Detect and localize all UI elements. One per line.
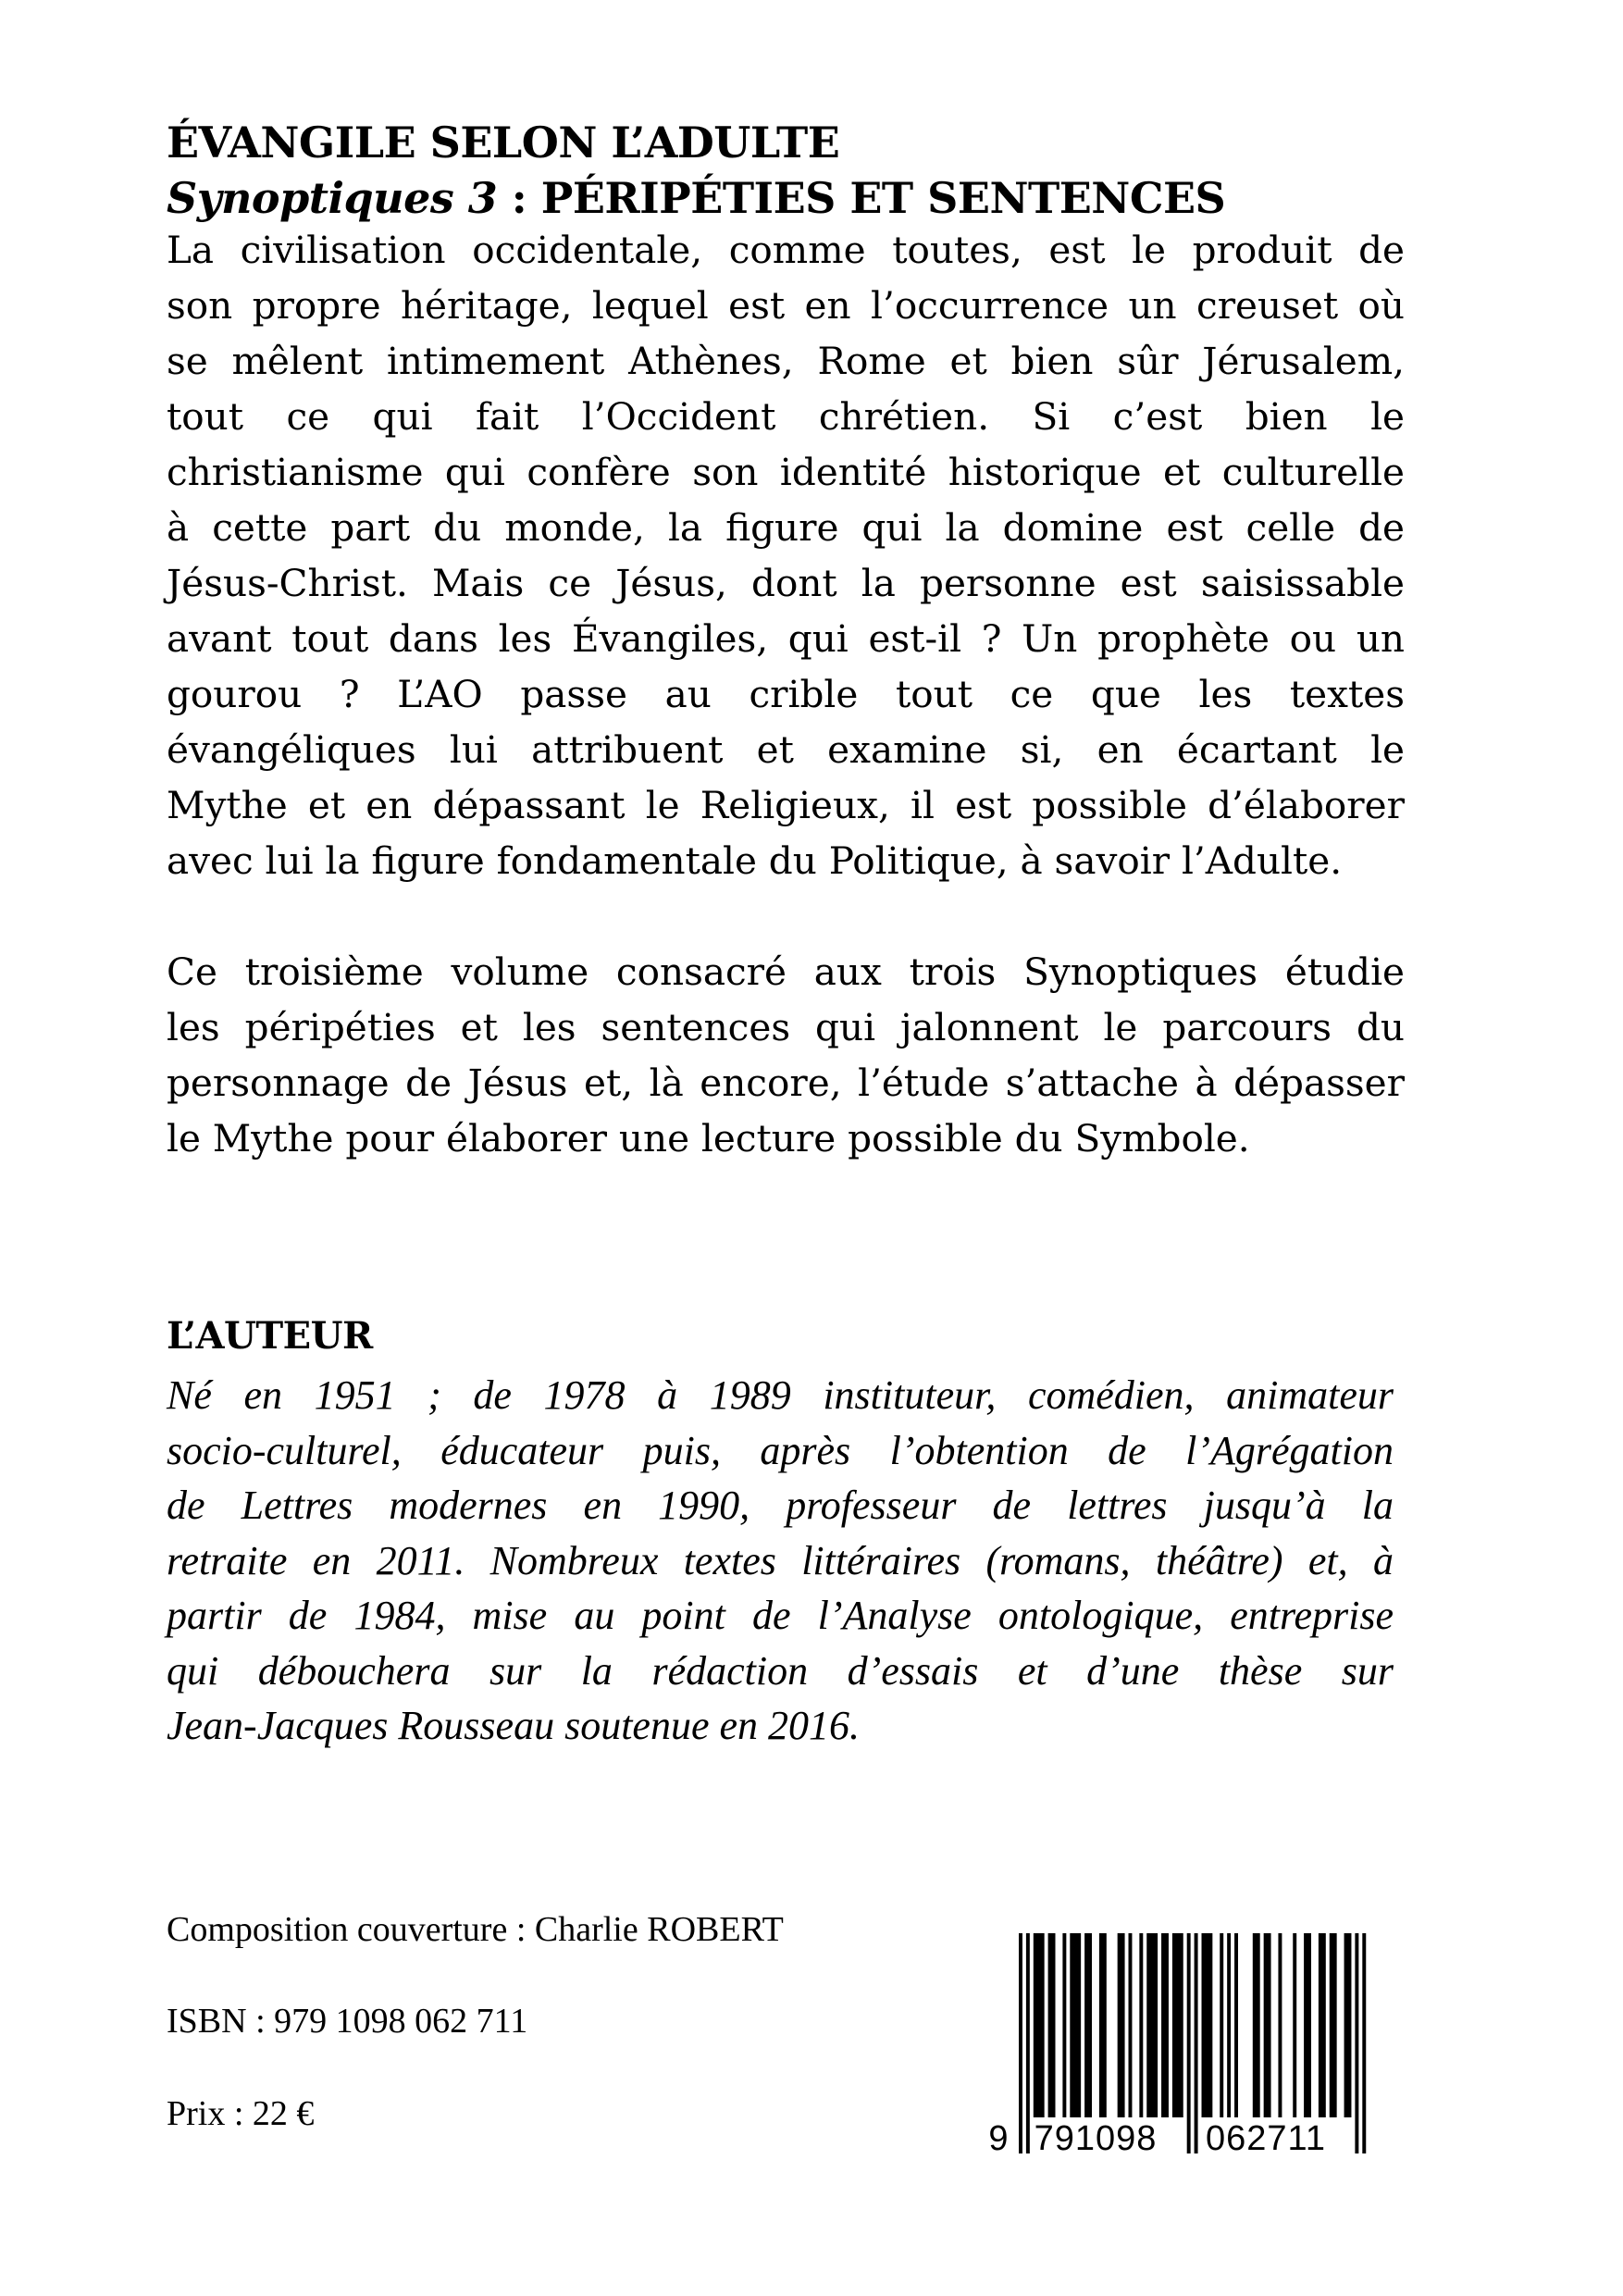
barcode-bar [1146, 1933, 1158, 2117]
text-line: retraite en 2011. Nombreux textes littéraires (romans, théâtre) et, à [167, 1537, 1394, 1583]
barcode-bar [1099, 1933, 1107, 2117]
isbn-text: ISBN : 979 1098 062 711 [167, 2002, 528, 2041]
text-line: avec lui la figure fondamentale du Politique, à savoir l’Adulte. [167, 838, 1343, 883]
barcode-bar [1344, 1933, 1352, 2117]
text-line: tout ce qui fait l’Occident chrétien. Si c’est bien le [167, 394, 1405, 439]
barcode-guard-bar [1019, 1933, 1022, 2153]
text-line: le Mythe pour élaborer une lecture possible du Symbole. [167, 1116, 1250, 1160]
barcode-guard-bar [1362, 1933, 1366, 2153]
text-line: christianisme qui confère son identité historique et culturelle [167, 450, 1405, 494]
barcode-bar [1253, 1933, 1260, 2117]
barcode-first-digit: 9 [988, 2119, 1009, 2158]
barcode-bar [1118, 1933, 1125, 2117]
barcode-bar [1293, 1933, 1296, 2117]
barcode-bar [1129, 1933, 1133, 2117]
barcode-bar [1084, 1933, 1092, 2117]
text-line: à cette part du monde, la figure qui la domine est celle de [167, 505, 1405, 550]
book-subtitle [167, 174, 1462, 222]
text-line: qui débouchera sur la rédaction d’essais et d’une thèse sur [167, 1647, 1394, 1694]
barcode-bar [1062, 1933, 1066, 2117]
isbn-barcode [981, 1925, 1388, 2166]
text-line: avant tout dans les Évangiles, qui est-il ? Un prophète ou un [167, 616, 1405, 661]
text-line: personnage de Jésus et, là encore, l’étude s’attache à dépasser [167, 1061, 1405, 1105]
text-line: Mythe et en dépassant le Religieux, il est possible d’élaborer [167, 783, 1405, 827]
text-line: se mêlent intimement Athènes, Rome et bien sûr Jérusalem, [167, 339, 1405, 383]
text-line: Né en 1951 ; de 1978 à 1989 instituteur, comédien, animateur [167, 1372, 1394, 1418]
barcode-bar [1202, 1933, 1213, 2117]
barcode-bar [1139, 1933, 1143, 2117]
barcode-bar [1161, 1933, 1169, 2117]
barcode-bar [1319, 1933, 1326, 2117]
text-line: La civilisation occidentale, comme toutes, est le produit de [167, 228, 1405, 272]
barcode-bar [1034, 1933, 1045, 2117]
text-line: Jésus-Christ. Mais ce Jésus, dont la personne est saisissable [167, 561, 1405, 605]
barcode-guard-bar [1355, 1933, 1358, 2153]
cover-credit: Composition couverture : Charlie ROBERT [167, 1910, 784, 1949]
barcode-graphic [981, 1925, 1388, 2166]
barcode-bar [1304, 1933, 1311, 2117]
text-line: Ce troisième volume consacré aux trois Synoptiques étudie [167, 949, 1405, 994]
text-line: évangéliques lui attribuent et examine si, en écartant le [167, 727, 1405, 772]
barcode-bar [1330, 1933, 1337, 2117]
text-line: partir de 1984, mise au point de l’Analyse ontologique, entreprise [167, 1593, 1394, 1638]
barcode-bar [1172, 1933, 1183, 2117]
barcode-right-digits: 062711 [1206, 2119, 1326, 2158]
summary-paragraph-2 [167, 944, 1405, 1166]
barcode-bar [1227, 1933, 1231, 2117]
author-bio [167, 1368, 1394, 1754]
volume-title: : PÉRIPÉTIES ET SENTENCES [497, 173, 1226, 223]
price-text: Prix : 22 € [167, 2094, 315, 2133]
barcode-bar [1048, 1933, 1056, 2117]
barcode-guard-bar [1195, 1933, 1198, 2153]
barcode-left-digits: 791098 [1034, 2119, 1158, 2158]
series-name: Synoptiques 3 [167, 173, 498, 223]
barcode-bar [1234, 1933, 1238, 2117]
summary-paragraph-1 [167, 222, 1405, 888]
book-title: ÉVANGILE SELON L’ADULTE [167, 118, 840, 168]
author-heading: L’AUTEUR [167, 1314, 373, 1358]
text-line: gourou ? L’AO passe au crible tout ce que les textes [167, 672, 1405, 716]
barcode-guard-bar [1026, 1933, 1030, 2153]
text-line: socio-culturel, éducateur puis, après l’obtention de l’Agrégation [167, 1427, 1394, 1473]
text-line: de Lettres modernes en 1990, professeur de lettres jusqu’à la [167, 1483, 1394, 1528]
barcode-bar [1278, 1933, 1282, 2117]
barcode-bar [1220, 1933, 1223, 2117]
barcode-bar [1264, 1933, 1271, 2117]
text-line: son propre héritage, lequel est en l’occurrence un creuset où [167, 283, 1405, 328]
barcode-bar [1070, 1933, 1081, 2117]
text-line: Jean-Jacques Rousseau soutenue en 2016. [167, 1703, 861, 1748]
barcode-guard-bar [1187, 1933, 1191, 2153]
text-line: les péripéties et les sentences qui jalonnent le parcours du [167, 1005, 1405, 1049]
